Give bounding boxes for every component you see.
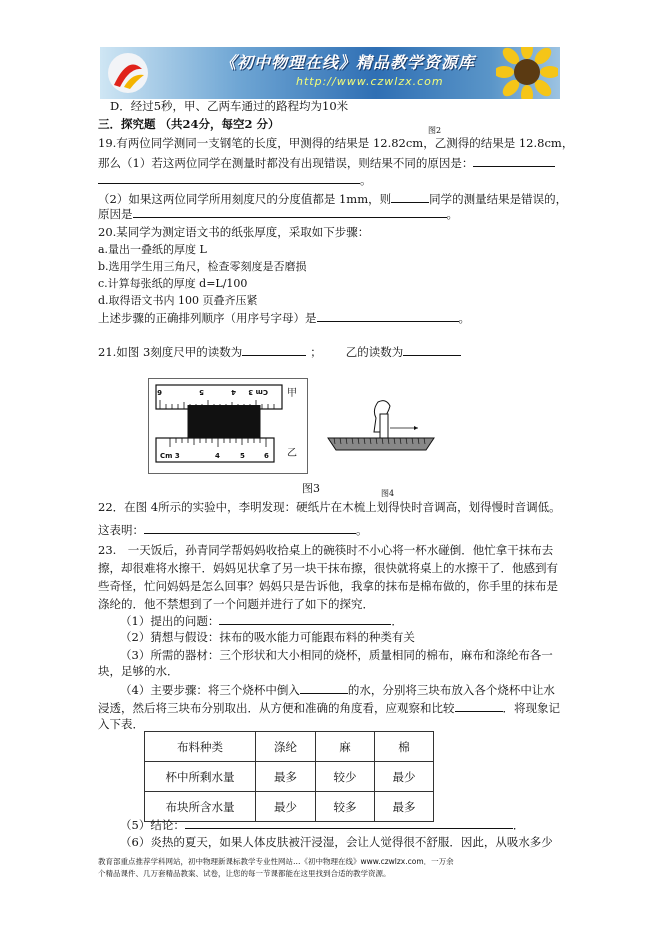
q20-answer-blank[interactable] [317,310,459,322]
ruler-jia-tick-5: 5 [199,388,204,396]
table-header-row [145,732,434,762]
ruler-yi-tick-4: 4 [215,452,220,460]
q19-answer-blank-2[interactable] [391,191,429,203]
q23-answer-blank-water[interactable] [300,682,348,694]
q23-step4a: （4）主要步骤：将三个烧杯中倒入 的水，分别将三块布放入各个烧杯中让水 [120,683,555,697]
measured-object [188,405,260,438]
q21-answer-blank-yi[interactable] [403,344,461,356]
table-cell: 较多 [316,792,375,822]
figure-4-label: 图4 [381,489,395,498]
q22-answer-blank[interactable] [144,522,356,534]
q23-step1: （1）提出的问题： ． [120,614,403,628]
table-header-cell: 涤纶 [256,732,316,762]
q19-line5: 原因是 。 [98,207,458,221]
table-header-cell: 棉 [375,732,434,762]
ruler-yi-tick-6: 6 [264,452,269,460]
q23-line3: 些奇怪，忙问妈妈是怎么回事？妈妈只是告诉他，我拿的抹布是棉布做的，你手里的抹布是 [98,579,558,593]
q23-step4c: 入下表． [98,717,144,731]
q19-line1: 19.有两位同学测同一支钢笔的长度，甲测得的结果是 12.82cm，乙测得的结果是 12.8cm， [98,136,574,150]
q23-answer-blank-compare[interactable] [455,700,503,712]
banner-title: 《初中物理在线》精品教学资源库 [220,53,476,72]
banner-url: http://www.czwlzx.com [296,75,444,88]
card-icon [380,414,388,440]
ruler-jia-tick-3: Cm 3 [248,388,268,396]
q20-question: 上述步骤的正确排列顺序（用序号字母）是 。 [98,311,470,325]
figure-4-comb [326,398,436,456]
figure-3-rulers [148,378,308,474]
q23-answer-blank-question[interactable] [219,613,391,625]
footer-line-2: 个精品课件、几万套精品教案、试卷，让您的每一节课都能在这里找到合适的教学资源。 [98,869,391,878]
q19-answer-blank-3[interactable] [133,206,447,218]
table-header-cell: 布料种类 [145,732,256,762]
q23-step6: （6）炎热的夏天，如果人体皮肤被汗浸湿，会让人觉得很不舒服．因此，从吸水多少 [120,835,553,849]
ruler-yi-tick-5: 5 [240,452,245,460]
site-banner [100,47,560,99]
footer-line-1: 教育部重点推荐学科网站，初中物理新课标教学专业性网站…《初中物理在线》www.czwlzx.com．一万余 [98,857,454,866]
q22-line2: 这表明： 。 [98,523,368,537]
results-table [144,731,434,822]
option-d: D．经过5秒，甲、乙两车通过的路程均为10米 [110,99,349,113]
q23-line4: 涤纶的．他不禁想到了一个问题并进行了如下的探究． [98,597,374,611]
section-title: 三．探究题 （共24分，每空2 分） [98,117,280,131]
ruler-jia-tick-6: 6 [157,388,162,396]
q23-step5: （5）结论： ． [120,818,525,832]
table-cell: 最少 [375,762,434,792]
table-header-cell: 麻 [316,732,375,762]
ruler-yi-tick-3: Cm 3 [160,452,180,460]
table-cell: 最多 [375,792,434,822]
q19-answer-blank-1a[interactable] [473,155,555,167]
table-cell: 最多 [256,762,316,792]
table-cell: 布块所含水量 [145,792,256,822]
q20-step-d: d.取得语文书内 100 页叠齐压紧 [98,294,258,307]
sunflower-icon [496,47,558,99]
q20-step-b: b.选用学生用三角尺，检查零刻度是否磨损 [98,260,307,273]
q19-line4: （2）如果这两位同学所用刻度尺的分度值都是 1mm，则 同学的测量结果是错误的， [98,192,568,206]
q20-step-c: c.计算每张纸的厚度 d=L/100 [98,277,248,290]
q19-line3: 。 [98,172,372,188]
table-cell: 较少 [316,762,375,792]
table-cell: 杯中所剩水量 [145,762,256,792]
table-row [145,762,434,792]
q23-step4b: 浸透，然后将三块布分别取出．从方便和准确的角度看，应观察和比较 ．将现象记 [98,701,560,715]
q23-step2: （2）猜想与假设：抹布的吸水能力可能跟布料的种类有关 [120,630,415,644]
q23-step3a: （3）所需的器材：三个形状和大小相同的烧杯，质量相同的棉布，麻布和涤纶布各一 [120,648,553,662]
table-cell: 最少 [256,792,316,822]
q23-step3b: 块，足够的水． [98,664,179,678]
q20-intro: 20.某同学为测定语文书的纸张厚度，采取如下步骤： [98,225,370,239]
figure-2-label: 图2 [428,126,442,135]
ruler-jia-label: 甲 [287,388,297,399]
q19-answer-blank-1b[interactable] [98,172,360,184]
figure-3-label: 图3 [302,482,320,495]
logo-icon [106,51,150,95]
q19-line2: 那么（1）若这两位同学在测量时都没有出现错误，则结果不同的原因是： [98,155,555,171]
q23-answer-blank-conclusion[interactable] [185,817,513,829]
ruler-yi-label: 乙 [287,448,297,459]
q21-answer-blank-jia[interactable] [242,344,306,356]
q23-line1: 23. 一天饭后，孙青同学帮妈妈收拾桌上的碗筷时不小心将一杯水碰倒．他忙拿干抹布去 [98,543,554,557]
q20-step-a: a.量出一叠纸的厚度 L [98,243,207,256]
q21-question: 21.如图 3刻度尺甲的读数为 ； 乙的读数为 [98,344,461,360]
q22-line1: 22．在图 4所示的实验中，李明发现：硬纸片在木梳上划得快时音调高，划得慢时音调低。 [98,500,561,514]
ruler-jia-tick-4: 4 [231,388,236,396]
q23-line2: 擦，却很难将水擦干．妈妈见状拿了另一块干抹布擦，很快就将桌上的水擦干了．他感到有 [98,561,558,575]
